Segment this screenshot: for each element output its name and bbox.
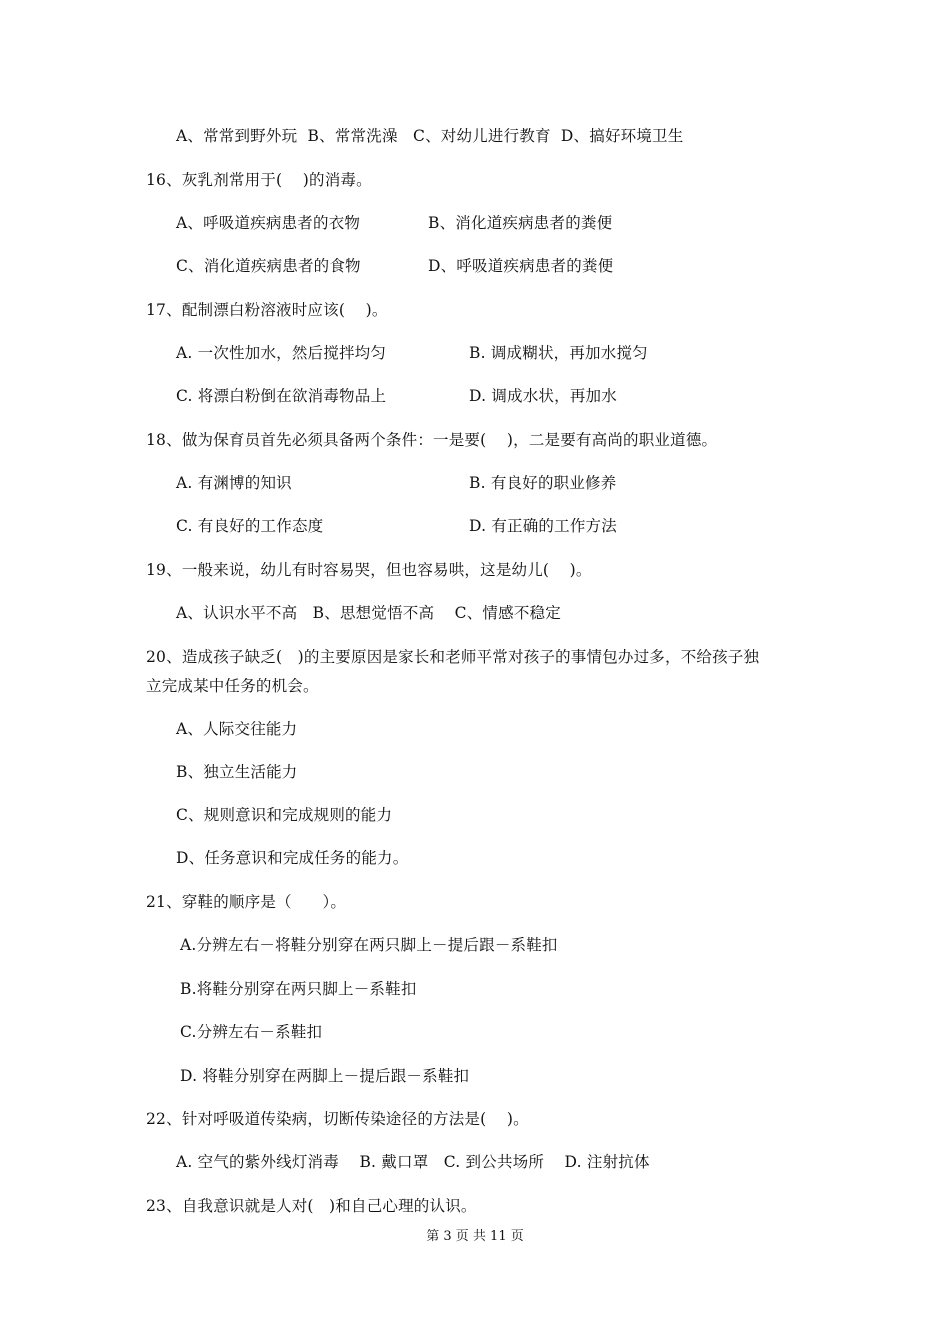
q20-option-b: B、独立生活能力 xyxy=(176,763,298,781)
q21-option-c: C.分辨左右－系鞋扣 xyxy=(180,1023,323,1041)
question-19: 19、一般来说，幼儿有时容易哭，但也容易哄，这是幼儿( )。 xyxy=(146,561,592,579)
page-footer: 第 3 页 共 11 页 xyxy=(426,1229,524,1244)
q19-options: A、认识水平不高 B、思想觉悟不高 C、情感不稳定 xyxy=(176,604,561,622)
question-20: 20、造成孩子缺乏( )的主要原因是家长和老师平常对孩子的事情包办过多，不给孩子独 xyxy=(146,648,760,666)
q18-option-a: A. 有渊博的知识 xyxy=(176,474,292,492)
q22-options: A. 空气的紫外线灯消毒 B. 戴口罩 C. 到公共场所 D. 注射抗体 xyxy=(176,1153,650,1171)
question-22: 22、针对呼吸道传染病，切断传染途径的方法是( )。 xyxy=(146,1110,529,1128)
q18-option-d: D. 有正确的工作方法 xyxy=(469,517,617,535)
question-17: 17、配制漂白粉溶液时应该( )。 xyxy=(146,301,388,319)
q17-option-c: C. 将漂白粉倒在欲消毒物品上 xyxy=(176,387,387,405)
q18-option-b: B. 有良好的职业修养 xyxy=(469,474,617,492)
q17-option-a: A. 一次性加水，然后搅拌均匀 xyxy=(176,344,387,362)
q16-option-d: D、呼吸道疾病患者的粪便 xyxy=(428,257,614,275)
q15-options: A、常常到野外玩 B、常常洗澡 C、对幼儿进行教育 D、搞好环境卫生 xyxy=(176,127,684,145)
q20-option-a: A、人际交往能力 xyxy=(176,720,298,738)
question-21: 21、穿鞋的顺序是（ ）。 xyxy=(146,893,347,911)
q21-option-a: A.分辨左右－将鞋分别穿在两只脚上－提后跟－系鞋扣 xyxy=(180,936,558,954)
question-18: 18、做为保育员首先必须具备两个条件：一是要( )，二是要有高尚的职业道德。 xyxy=(146,431,718,449)
q18-option-c: C. 有良好的工作态度 xyxy=(176,517,324,535)
question-20-cont: 立完成某中任务的机会。 xyxy=(146,677,319,695)
question-16: 16、灰乳剂常用于( )的消毒。 xyxy=(146,171,372,189)
q17-option-d: D. 调成水状，再加水 xyxy=(469,387,617,405)
q20-option-c: C、规则意识和完成规则的能力 xyxy=(176,806,393,824)
q21-option-d: D. 将鞋分别穿在两脚上－提后跟－系鞋扣 xyxy=(180,1067,470,1085)
q21-option-b: B.将鞋分别穿在两只脚上－系鞋扣 xyxy=(180,980,417,998)
question-23: 23、自我意识就是人对( )和自己心理的认识。 xyxy=(146,1197,477,1215)
q16-option-a: A、呼吸道疾病患者的衣物 xyxy=(176,214,361,232)
q16-option-c: C、消化道疾病患者的食物 xyxy=(176,257,361,275)
q20-option-d: D、任务意识和完成任务的能力。 xyxy=(176,849,409,867)
q17-option-b: B. 调成糊状，再加水搅匀 xyxy=(469,344,648,362)
q16-option-b: B、消化道疾病患者的粪便 xyxy=(428,214,613,232)
